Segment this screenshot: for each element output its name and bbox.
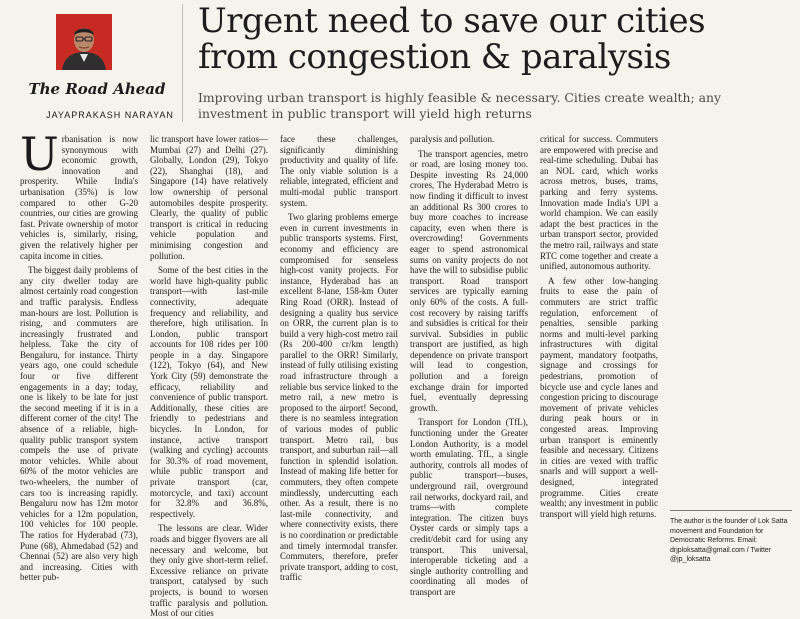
article-column-4	[410, 134, 528, 597]
author-portrait-icon	[56, 14, 112, 70]
paragraph: A few other low-hanging fruits to ease the pain of commuters are strict traffic regulation, enforcement of penalties, sensible parking norms and multi-level parking infrastructures with digital payment, mandatory footpaths, signage and crossings for pedestrians, promotion of bicycle use and cycle lanes and congestion pricing to discourage movement of private vehicles during peak hours or in congested areas. Improving urban transport is eminently feasible and necessary. Citizens in cities are vexed with traffic snarls and will support a well-designed, integrated programme. Cities create wealth; any investment in public transport will yield high returns.	[540, 275, 658, 519]
deck: Improving urban transport is highly feasible & necessary. Cities create wealth; any investment in public transport will yield high returns	[198, 90, 721, 121]
article-column-3	[280, 134, 398, 583]
paragraph: face these challenges, significantly diminishing productivity and quality of life. The only viable solution is a reliable, integrated, efficient and multi-modal public transport system.	[280, 134, 398, 208]
paragraph: critical for success. Commuters are empowered with precise and real-time scheduling. Dubai has an NOL card, which works across metros, buses, trams, parking and ferry systems. Innovation made India's UPI a world champion. We can easily adapt the best practices in the urban transport sector, provided the metro rail, railways and state RTC come together and create a unified, autonomous authority.	[540, 134, 658, 272]
drop-cap: U	[20, 127, 59, 181]
author-name: JAYAPRAKASH NARAYAN	[46, 110, 174, 120]
paragraph: Urbanisation is now synonymous with economic growth, innovation and prosperity. While India's urbanisation (35%) is low compared to other G-20 countries, our cities are growing fast. Private ownership of motor vehicles is, similarly, rising, given the relatively higher per capita income in cities.	[20, 127, 138, 261]
paragraph: Some of the best cities in the world have high-quality public transport—with last-mile connectivity, adequate frequency and reliability, and therefore, high utilisation. In London, public transport accounts for 108 rides per 100 people in a day. Singapore (122), Tokyo (64), and New York City (59) demonstrate the efficacy, reliability and convenience of public transport. Additionally, these cities are friendly to pedestrians and bicycles. In London, for instance, active transport (walking and cycling) accounts for 30.3% of road movement, while public transport and private transport (car, motorcycle, and taxi) account for 32.8% and 36.8%, respectively.	[150, 265, 268, 519]
article-column-1	[20, 127, 138, 583]
article-header	[0, 0, 800, 130]
article-column-2	[150, 134, 268, 619]
column-name: The Road Ahead	[28, 80, 166, 98]
paragraph: The biggest daily problems of any city dweller today are almost certainly road congestion and traffic paralysis. Endless man-hours are lost. Pollution is rising, and commuters are increasingly frustrated and helpless. Take the city of Bengaluru, for instance. Thirty years ago, one could schedule four or five different engagements in a day; today, one is likely to be late for just the second meeting if it is in a different corner of the city! The absence of a reliable, high-quality public transport system compels the use of private motor vehicles. While about 60% of the motor vehicles are two-wheelers, the number of cars too is increasing rapidly. Bengaluru now has 12m motor vehicles for a 12m population, 100 vehicles for 100 people. The ratios for Hyderabad (73), Pune (68), Ahmedabad (52) and Chennai (52) are also very high and increasing. Cities with better pub-	[20, 265, 138, 583]
paragraph: lic transport have lower ratios—Mumbai (27) and Delhi (27). Globally, London (29), Tokyo (22), Shanghai (18), and Singapore (14) have relatively low ownership of personal automobiles despite prosperity. Clearly, the quality of public transport is critical in reducing vehicle population and minimising congestion and pollution.	[150, 134, 268, 261]
paragraph: The transport agencies, metro or road, are losing money too. Despite investing Rs 24,000 crores, The Hyderabad Metro is now finding it difficult to invest an additional Rs 300 crores to buy more coaches to increase capacity, even when there is overcrowding! Governments eager to spend astronomical sums on vanity projects do not have the will to subsidise public transport. Road transport services are typically earning only 60% of the costs. A full-cost recovery by raising tariffs and subsidies is critical for their survival. Subsidies in public transport are justified, as high dependence on private transport will lead to congestion, pollution and a foreign exchange drain for imported fuel, eventually depressing growth.	[410, 148, 528, 413]
paragraph: paralysis and pollution.	[410, 134, 495, 144]
paragraph: The lessons are clear. Wider roads and bigger flyovers are all necessary and welcome, but they only give short-term relief. Excessive reliance on private transport, catalysed by such projects, is bound to worsen traffic paralysis and pollution. Most of our cities	[150, 523, 268, 619]
paragraph: Two glaring problems emerge even in current investments in public transports systems. First, economy and efficiency are compromised for senseless high-cost vanity projects. For instance, Hyderabad has an excellent 8-lane, 158-km Outer Ring Road (ORR). Instead of designing a quality bus service on ORR, the current plan is to build a very high-cost metro rail (Rs 200-400 cr/km length) parallel to the ORR! Similarly, instead of fully utilising existing road infrastructure through a reliable bus service linked to the metro rail, a new metro is proposed to the airport! Second, there is no seamless integration of various modes of public transport. Metro rail, bus transport, and suburban rail—all function in splendid isolation. Instead of making life better for commuters, they often compete mindlessly, undercutting each other. As a result, there is no last-mile connectivity, and where connectivity exists, there is no coordination or predictable and timely intermodal transfer. Commuters, therefore, prefer private transport, adding to cost, traffic	[280, 212, 398, 583]
article-body	[20, 127, 792, 619]
header-divider	[182, 4, 183, 122]
headline: Urgent need to save our cities from congestion & paralysis	[198, 1, 706, 77]
paragraph: Transport for London (TfL), functioning under the Greater London Authority, is a model worth emulating. TfL, a single authority, controls all modes of public transport—buses, underground rail, overground rail networks, dockyard rail, and trams—with complete integration. The citizen buys Oyster cards or simply taps a credit/debit card for using any transport. This universal, interoperable ticketing and a single authority controlling and coordinating all modes of transport are	[410, 417, 528, 597]
article-column-5	[540, 134, 658, 572]
author-bio: The author is the founder of Lok Satta movement and Foundation for Democratic Reforms. Email: drjploksatta@gmail.com / Twitter @jp_loksatta	[670, 510, 792, 565]
